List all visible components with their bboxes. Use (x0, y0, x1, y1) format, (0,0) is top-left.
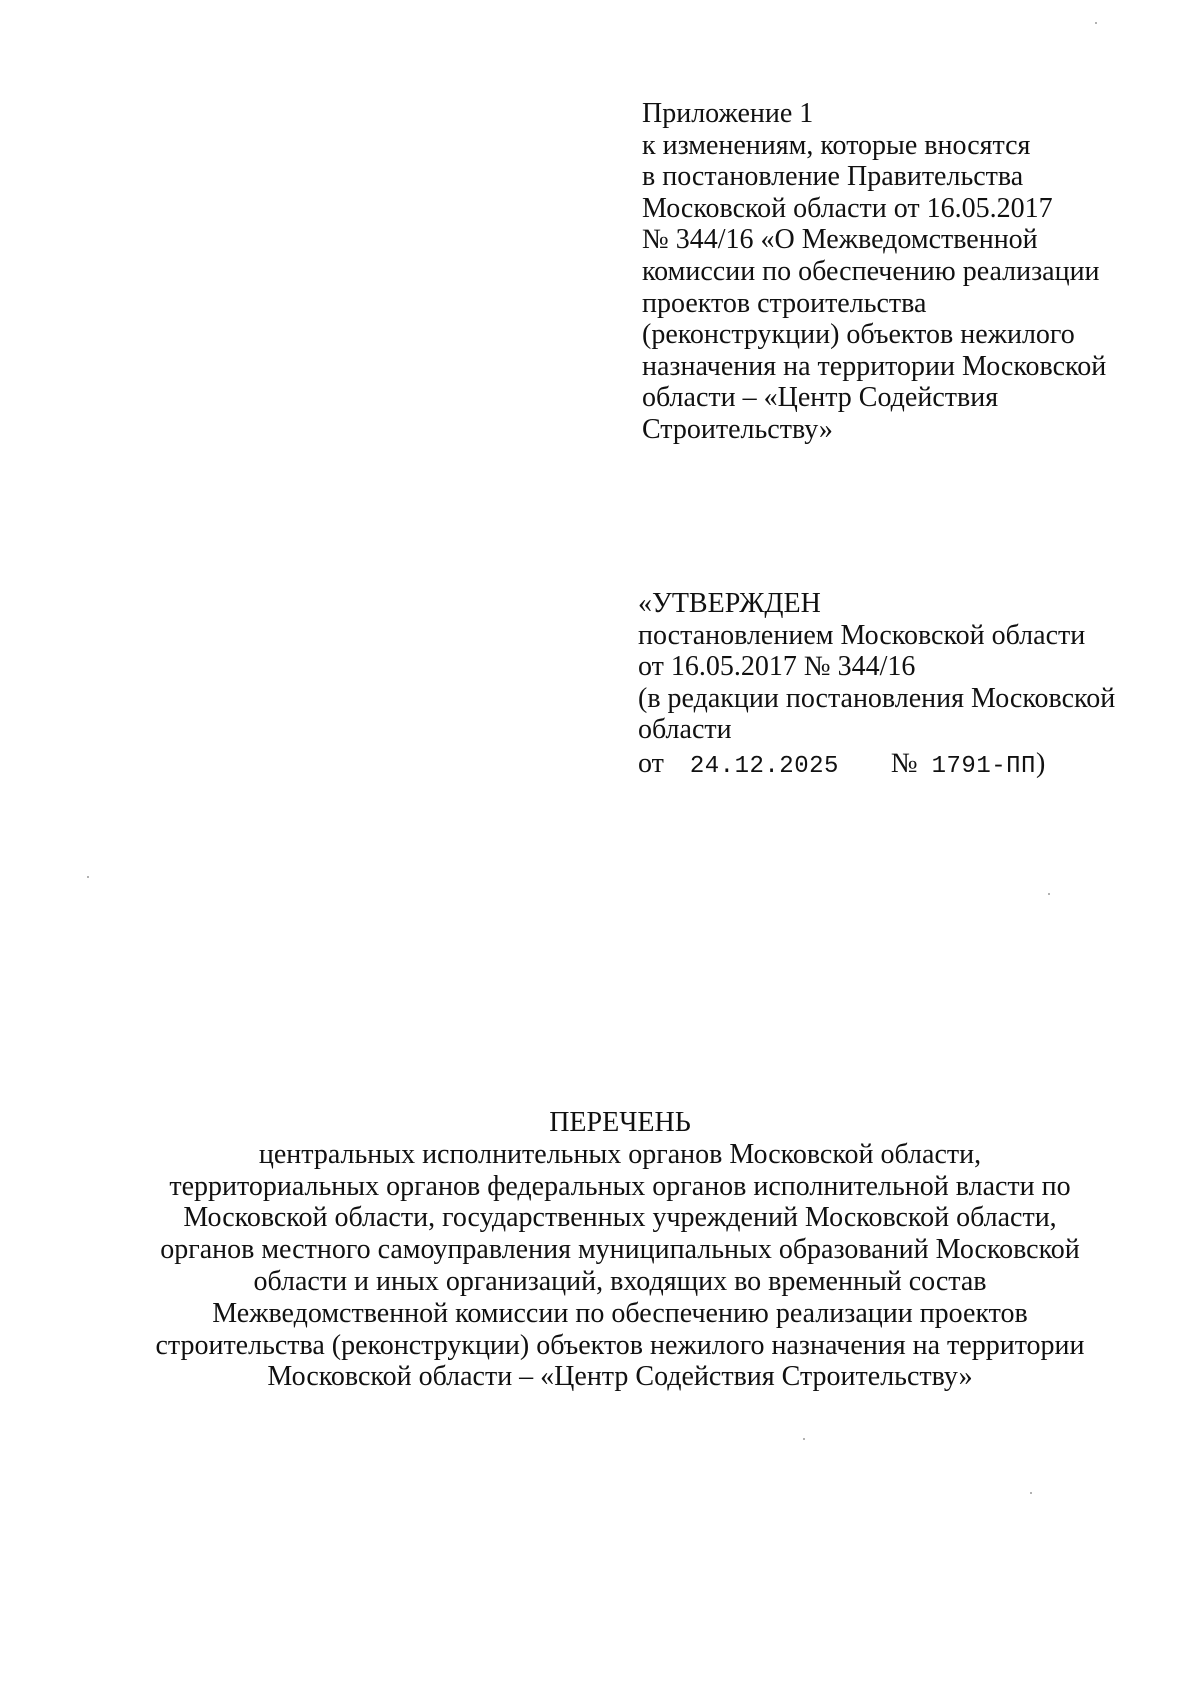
appendix-line: к изменениям, которые вносятся (642, 129, 1031, 161)
appendix-line: Приложение 1 (642, 98, 814, 129)
approval-line: «УТВЕРЖДЕН (638, 588, 821, 619)
appendix-line: Московской области от 16.05.2017 (642, 192, 1053, 224)
approval-line: области (638, 714, 732, 746)
approval-date-number-line (638, 748, 1178, 783)
title-line: центральных исполнительных органов Московской области, (258, 1138, 982, 1170)
date-prefix: от (638, 747, 664, 779)
title-line: строительства (реконструкции) объектов нежилого назначения на территории (155, 1329, 1085, 1361)
appendix-line: области – «Центр Содействия (642, 382, 999, 414)
appendix-line: (реконструкции) объектов нежилого (642, 319, 1075, 351)
approval-date: 24.12.2025 (689, 752, 839, 780)
title-line: Межведомственной комиссии по обеспечению реализации проектов (212, 1297, 1028, 1329)
closing-paren: ) (1035, 747, 1046, 779)
list-title-block (140, 1107, 1100, 1393)
document-heading: ПЕРЕЧЕНЬ (549, 1107, 691, 1138)
approval-line: постановлением Московской области (638, 619, 1086, 651)
appendix-header (642, 98, 1162, 446)
number-sign: № (890, 747, 918, 779)
title-line: территориальных органов федеральных органов исполнительной власти по (169, 1170, 1071, 1202)
appendix-line: в постановление Правительства (642, 161, 1024, 193)
scan-speck (1048, 893, 1050, 895)
appendix-line: назначения на территории Московской (642, 350, 1107, 382)
approval-stamp-block (638, 588, 1178, 783)
title-line: Московской области – «Центр Содействия Строительству» (267, 1361, 973, 1393)
scan-speck (803, 1438, 805, 1440)
appendix-line: Строительству» (642, 413, 833, 445)
scan-speck (1030, 1492, 1032, 1494)
title-line: органов местного самоуправления муниципальных образований Московской (160, 1234, 1080, 1266)
approval-line: (в редакции постановления Московской (638, 682, 1116, 714)
scan-speck (87, 876, 89, 878)
approval-number: 1791-ПП (931, 752, 1036, 780)
title-line: области и иных организаций, входящих во временный состав (253, 1265, 987, 1297)
appendix-line: проектов строительства (642, 287, 927, 319)
title-line: Московской области, государственных учреждений Московской области, (183, 1202, 1057, 1234)
appendix-line: комиссии по обеспечению реализации (642, 255, 1100, 287)
scan-speck (1095, 22, 1097, 24)
approval-line: от 16.05.2017 № 344/16 (638, 651, 916, 683)
appendix-line: № 344/16 «О Межведомственной (642, 224, 1038, 256)
